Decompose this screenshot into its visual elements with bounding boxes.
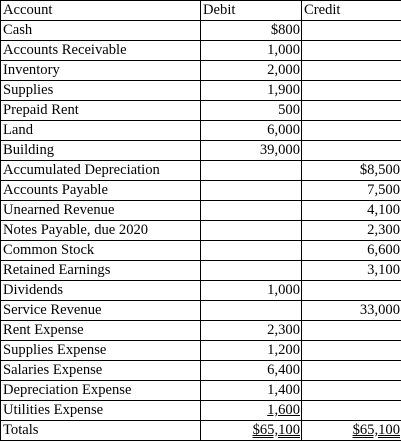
table-row [1,281,401,301]
account-cell: Utilities Expense [1,401,201,421]
table-row [1,321,401,341]
account-cell: Accounts Payable [1,181,201,201]
debit-cell: 1,000 [201,281,302,301]
account-cell: Notes Payable, due 2020 [1,221,201,241]
table-row [1,361,401,381]
account-header: Account [1,1,201,21]
debit-cell: 1,400 [201,381,302,401]
debit-total-cell [201,421,302,441]
credit-cell [302,281,401,301]
account-cell: Unearned Revenue [1,201,201,221]
credit-cell [302,361,401,381]
table-row [1,261,401,281]
table-row [1,201,401,221]
account-cell: Land [1,121,201,141]
account-cell: Dividends [1,281,201,301]
debit-cell [201,201,302,221]
debit-cell: 2,000 [201,61,302,81]
debit-cell: 1,200 [201,341,302,361]
credit-cell: 7,500 [302,181,401,201]
account-cell: Retained Earnings [1,261,201,281]
table-row [1,401,401,421]
debit-cell: 2,300 [201,321,302,341]
credit-cell [302,101,401,121]
credit-cell [302,121,401,141]
debit-cell: 6,000 [201,121,302,141]
credit-cell: 33,000 [302,301,401,321]
account-cell: Accounts Receivable [1,41,201,61]
credit-cell: 2,300 [302,221,401,241]
credit-cell: $8,500 [302,161,401,181]
account-cell: Common Stock [1,241,201,261]
credit-cell [302,401,401,421]
debit-cell [201,221,302,241]
account-cell: Inventory [1,61,201,81]
table-row [1,101,401,121]
credit-cell: 3,100 [302,261,401,281]
credit-total: $65,100 [352,422,400,438]
debit-cell: 1,900 [201,81,302,101]
debit-cell: $800 [201,21,302,41]
debit-cell [201,181,302,201]
table-row [1,181,401,201]
account-cell: Supplies Expense [1,341,201,361]
credit-cell [302,81,401,101]
header-row [1,1,401,21]
account-cell: Cash [1,21,201,41]
table-row [1,141,401,161]
table-row [1,161,401,181]
credit-cell: 4,100 [302,201,401,221]
credit-cell [302,21,401,41]
table-row [1,81,401,101]
credit-header: Credit [302,1,401,21]
account-cell: Prepaid Rent [1,101,201,121]
table-row [1,221,401,241]
debit-cell [201,401,302,421]
credit-cell [302,41,401,61]
account-cell: Rent Expense [1,321,201,341]
account-cell: Depreciation Expense [1,381,201,401]
debit-cell: 500 [201,101,302,121]
table-row [1,301,401,321]
debit-cell: 6,400 [201,361,302,381]
table-row [1,241,401,261]
credit-cell [302,61,401,81]
table-row [1,341,401,361]
debit-total: $65,100 [252,422,300,438]
table-row [1,61,401,81]
account-cell: Building [1,141,201,161]
debit-cell: 1,000 [201,41,302,61]
table-row [1,121,401,141]
credit-cell [302,141,401,161]
table-row [1,41,401,61]
credit-total-cell [302,421,401,441]
debit-cell [201,241,302,261]
credit-cell [302,341,401,361]
table-row [1,21,401,41]
debit-cell [201,261,302,281]
account-cell: Accumulated Depreciation [1,161,201,181]
debit-header: Debit [201,1,302,21]
debit-cell [201,161,302,181]
debit-value-underlined: 1,600 [267,402,300,418]
credit-cell [302,321,401,341]
table-row [1,381,401,401]
account-cell: Salaries Expense [1,361,201,381]
credit-cell: 6,600 [302,241,401,261]
account-cell: Service Revenue [1,301,201,321]
totals-label: Totals [1,421,201,441]
totals-row [1,421,401,441]
debit-cell: 39,000 [201,141,302,161]
account-cell: Supplies [1,81,201,101]
debit-cell [201,301,302,321]
credit-cell [302,381,401,401]
trial-balance-body [1,1,401,441]
